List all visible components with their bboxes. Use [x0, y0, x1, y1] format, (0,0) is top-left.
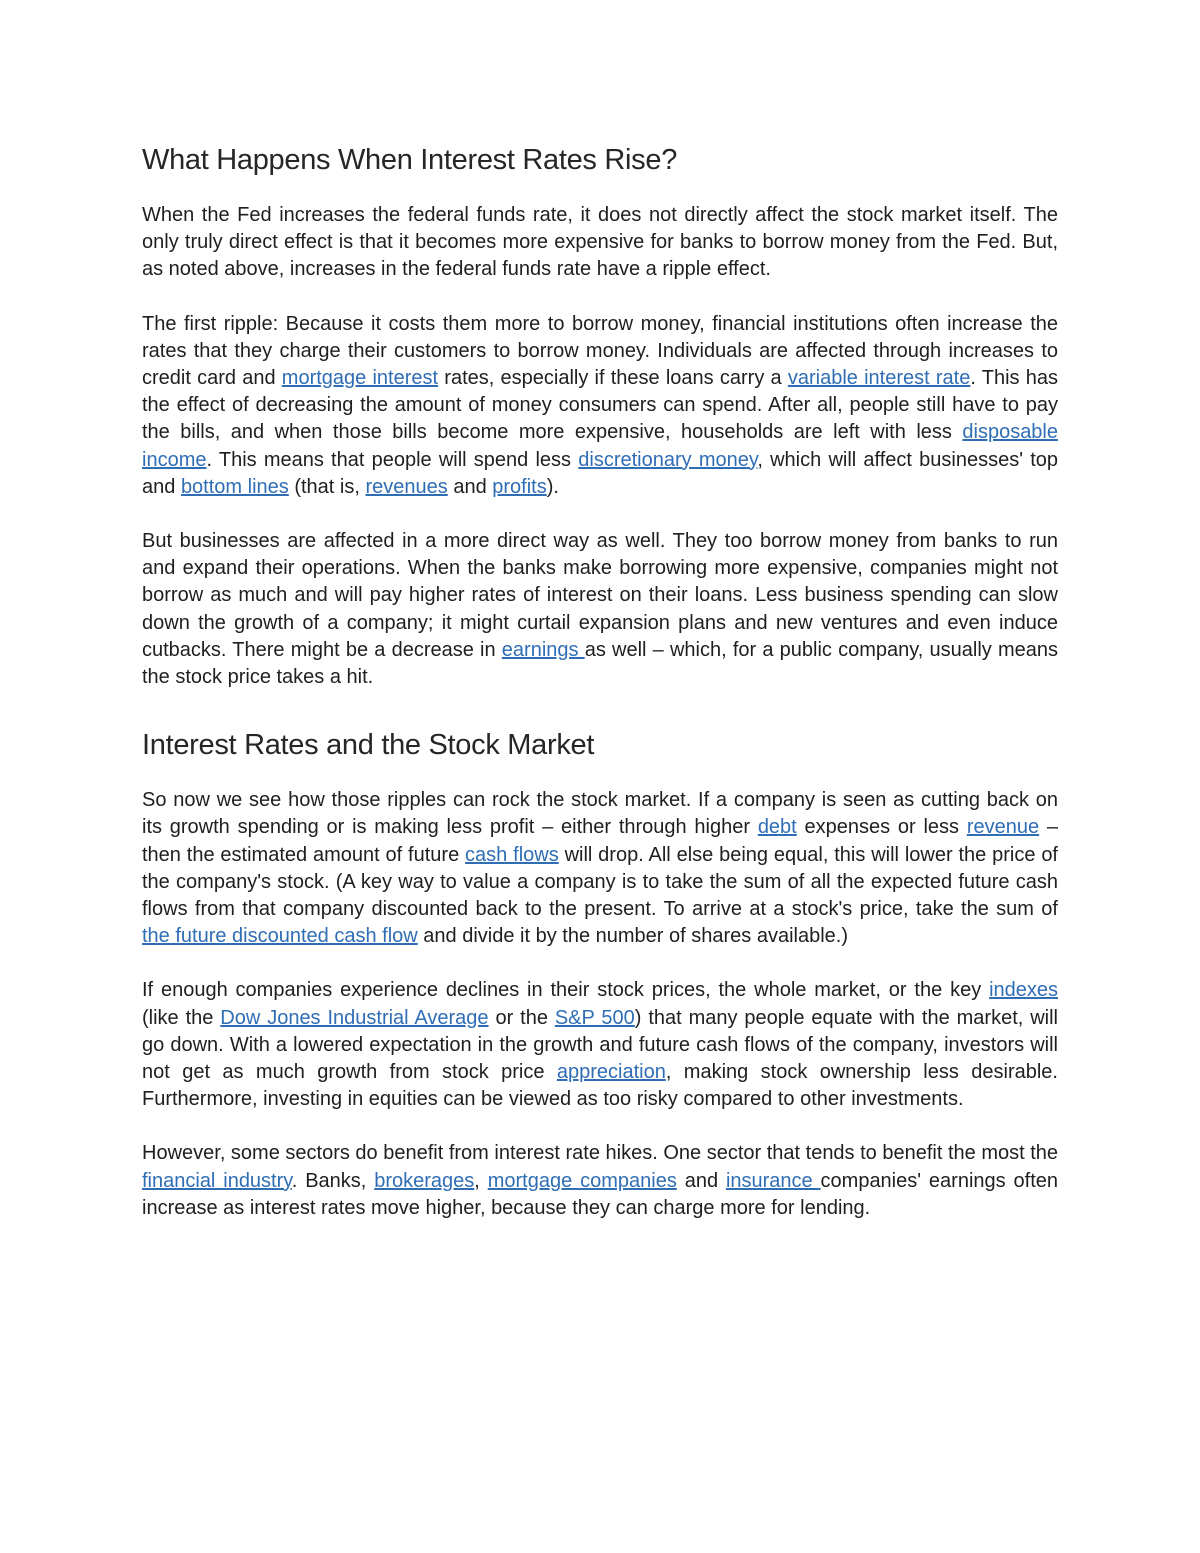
section-heading-stock-market: Interest Rates and the Stock Market [142, 729, 595, 762]
text-run: So now we see how those ripples can rock the stock market. If a company is seen as cutting back on its growth spending or is making less profit – either through higher [142, 789, 1058, 839]
text-run: . This has the effect of decreasing the amount of money consumers can spend. After all, people still have to pay the bills, and when those bills become more expensive, households are left with less [142, 367, 1058, 444]
link-profits[interactable]: profits [492, 475, 547, 498]
text-run: , [474, 1169, 488, 1192]
paragraph-first-ripple [142, 311, 1058, 501]
link-insurance[interactable]: insurance [725, 1169, 821, 1192]
text-run: ). [546, 475, 559, 498]
link-bottom-lines[interactable]: bottom lines [180, 475, 289, 498]
text-run: The first ripple: Because it costs them more to borrow money, financial institutions often increase the rates that they charge their customers to borrow money. Individuals are affected through increases to credit card and [142, 312, 1058, 390]
paragraph-sectors-benefit [142, 1140, 1058, 1222]
document-page [142, 140, 1058, 1249]
text-run: rates, especially if these loans carry a [438, 367, 788, 390]
text-run: ) that many people equate with the market, will go down. With a lowered expectation in the growth and future cash flows of the company, investors will not get as much growth from stock price [142, 1006, 1058, 1084]
text-run: However, some sectors do benefit from interest rate hikes. One sector that tends to benefit the most the [142, 1142, 1059, 1165]
link-cash-flows[interactable]: cash flows [465, 843, 559, 866]
text-run: – then the estimated amount of future [142, 816, 1058, 866]
text-run: If enough companies experience declines in their stock prices, the whole market, or the key [142, 979, 990, 1002]
paragraph-businesses-affected [142, 528, 1058, 691]
link-variable-interest-rate[interactable]: variable interest rate [787, 367, 971, 390]
link-financial-industry[interactable]: financial industry [142, 1169, 292, 1192]
text-run: (that is, [288, 475, 366, 498]
link-earnings[interactable]: earnings [501, 638, 585, 661]
link-future-discounted-cash-flow[interactable]: the future discounted cash flow [142, 925, 418, 948]
text-run: , making stock ownership less desirable. Furthermore, investing in equities can be viewed as too risky compared to other investments. [142, 1061, 1058, 1111]
text-run: companies' earnings often increase as interest rates move higher, because they can charge more for lending. [142, 1169, 1059, 1219]
text-run: will drop. All else being equal, this will lower the price of the company's stock. (A key way to value a company is to take the sum of all the expected future cash flows from that company discounted back to the present. To arrive at a stock's price, take the sum of [142, 843, 1058, 921]
paragraph-fed-funds-rate: When the Fed increases the federal funds rate, it does not directly affect the stock market itself. The only truly direct effect is that it becomes more expensive for banks to borrow money from the Fed. But, as noted above, increases in the federal funds rate have a ripple effect. [142, 204, 1058, 281]
paragraph-ripples-rock-market [142, 787, 1058, 950]
link-revenue[interactable]: revenue [966, 816, 1040, 839]
text-run: , which will affect businesses' top and [142, 448, 1059, 498]
text-run: and [676, 1169, 726, 1192]
link-discretionary-money[interactable]: discretionary money [578, 448, 758, 471]
paragraph-stock-price-declines [142, 977, 1058, 1113]
text-run: . Banks, [291, 1169, 375, 1192]
section-heading-interest-rates-rise: What Happens When Interest Rates Rise? [142, 144, 678, 176]
link-mortgage-companies[interactable]: mortgage companies [487, 1169, 677, 1192]
text-run: expenses or less [796, 816, 967, 839]
text-run: But businesses are affected in a more direct way as well. They too borrow money from banks to run and expand their operations. When the banks make borrowing more expensive, companies might not borrow as much and will pay higher rates of interest on their loans. Less business spending can slow down the growth of a company; it might curtail expansion plans and new ventures and even induce cutbacks. There might be a decrease in [142, 530, 1058, 661]
link-revenues[interactable]: revenues [365, 475, 448, 498]
link-mortgage-interest[interactable]: mortgage interest [281, 367, 439, 390]
link-sp-500[interactable]: S&P 500 [554, 1006, 635, 1029]
text-run: or the [488, 1006, 555, 1029]
link-dow-jones-industrial-average[interactable]: Dow Jones Industrial Average [220, 1006, 489, 1029]
link-debt[interactable]: debt [757, 816, 797, 839]
text-run: (like the [142, 1006, 221, 1029]
text-run: and [447, 475, 493, 498]
link-indexes[interactable]: indexes [989, 979, 1058, 1002]
link-disposable-income[interactable]: disposable income [142, 421, 1058, 471]
text-run: and divide it by the number of shares available.) [417, 925, 848, 948]
link-appreciation[interactable]: appreciation [556, 1061, 666, 1084]
text-run: as well – which, for a public company, usually means the stock price takes a hit. [142, 638, 1058, 689]
link-brokerages[interactable]: brokerages [374, 1169, 475, 1192]
text-run: . This means that people will spend less [206, 448, 579, 471]
